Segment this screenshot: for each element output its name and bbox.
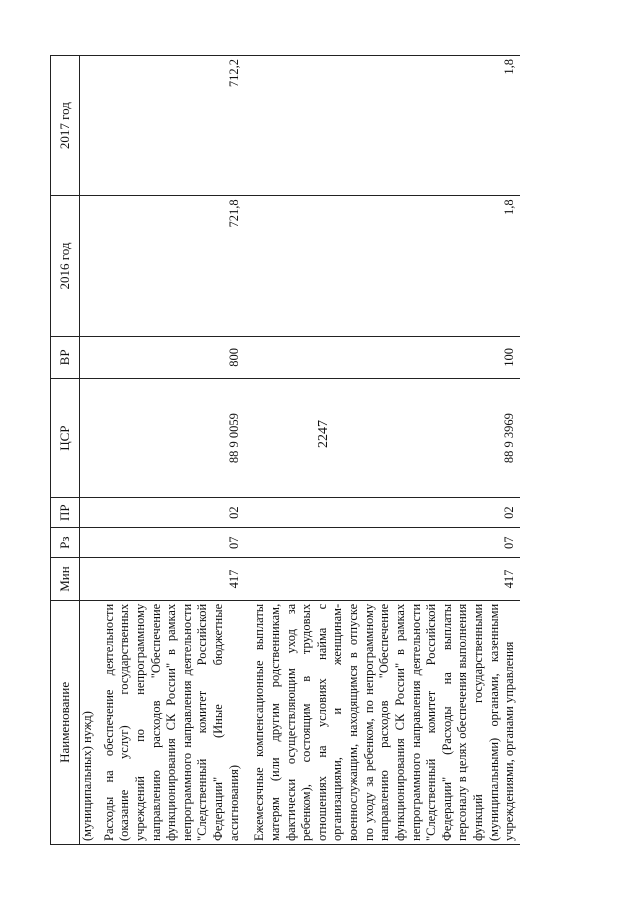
header-rz: Рз [51,528,80,558]
row-min: 417 [244,558,520,601]
header-min: Мин [51,558,80,601]
row-min [80,558,100,601]
table-row [244,56,520,845]
header-name: Наименование [51,600,80,844]
row-csr: 88 9 3969 [244,379,520,498]
row-rz: 07 [244,528,520,558]
row-2016 [80,196,100,336]
header-vr: ВР [51,336,80,379]
row-name: (муниципальных) нужд) [80,600,100,844]
header-csr: ЦСР [51,379,80,498]
header-2016: 2016 год [51,196,80,336]
row-2016: 721,8 [100,196,245,336]
header-2017: 2017 год [51,56,80,196]
row-pr [80,498,100,528]
row-pr: 02 [100,498,245,528]
row-csr: 88 9 0059 [100,379,245,498]
row-csr [80,379,100,498]
row-rz [80,528,100,558]
header-pr: ПР [51,498,80,528]
table-row [100,56,245,845]
row-2017 [80,56,100,196]
row-rz: 07 [100,528,245,558]
row-name: Расходы на обеспечение деятельности (оказание услуг) государственных учреждений по непрограммному направлению расходов "Обеспечение функционирования СК России" в рамках непрограммного направления деятельности "Следственный комитет Российской Федерации" (Иные бюджетные ассигнования) [100,600,245,844]
row-min: 417 [100,558,245,601]
row-vr: 800 [100,336,245,379]
budget-table [50,55,520,845]
row-2017: 712,2 [100,56,245,196]
row-vr: 100 [244,336,520,379]
page-number: 2247 [316,420,331,448]
budget-table-container [50,55,580,845]
row-2017: 1,8 [244,56,520,196]
table-row [80,56,100,845]
row-vr [80,336,100,379]
row-pr: 02 [244,498,520,528]
table-header-row [51,56,80,845]
row-name: Ежемесячные компенсационные выплаты матерям (или другим родственникам, фактически осуществляющим уход за ребенком), состоящим в трудовых отношениях на условиях найма с организациями, и женщинам-военнослужащим, находящимся в отпуске по уходу за ребенком, по непрограммному направлению расходов "Обеспечение функционирования СК России" в рамках непрограммного направления деятельности "Следственный комитет Российской Федерации" (Расходы на выплаты персоналу в целях обеспечения выполнения функций государственными (муниципальными) органами, казенными учреждениями, органами управления [244,600,520,844]
row-2016: 1,8 [244,196,520,336]
